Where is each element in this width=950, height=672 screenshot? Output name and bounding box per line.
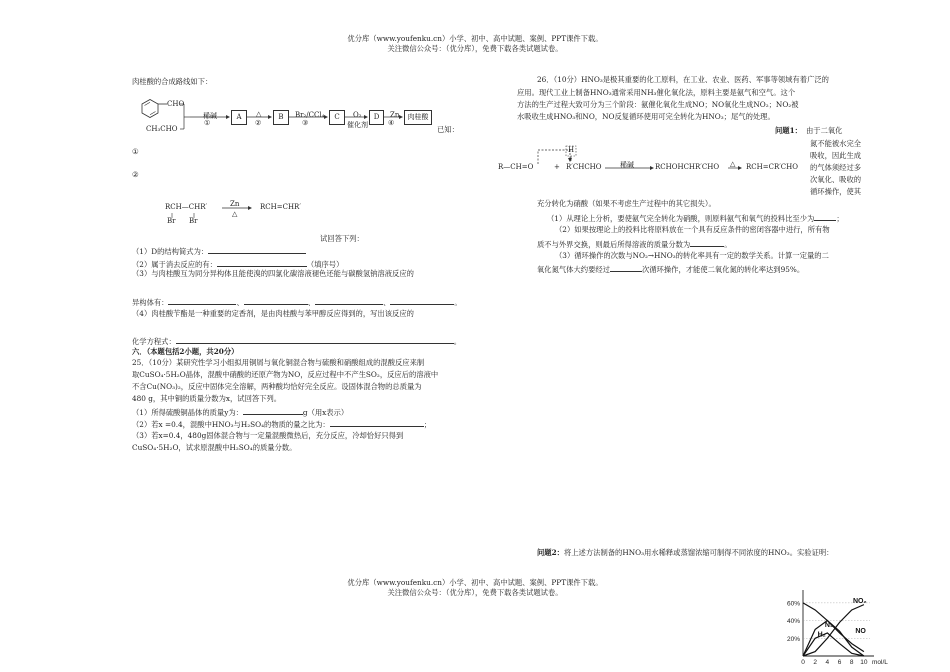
eq2-condition-bottom: △ [232, 210, 238, 218]
r-q3-tail: 次循环操作，才能使二氧化氮的转化率达到95%。 [641, 265, 805, 274]
problem-1-continued: 充分转化为硝酸（如果不考虑生产过程中的其它损失）。 [537, 199, 716, 208]
problem-1-line-6: 循环操作，使其 [810, 187, 862, 196]
arrow5-condition: Zn [390, 111, 400, 119]
box-a: A [231, 110, 247, 125]
problem-1-line-3: 吸收，因此生成 [810, 151, 862, 160]
footer-line-2: 关注微信公众号：（优分库），免费下载各类试题试卷。 [387, 588, 563, 597]
q4-continued: 化学方程式： 。 [132, 337, 462, 346]
q2-hint: （填序号） [306, 260, 344, 269]
p25-line-3: 不含Cu(NO₃)₂，反应中固体完全溶解，两种酸均恰好完全反应。设固体混合物的总质量为 [132, 382, 422, 391]
problem-1-label: 问题1： [775, 126, 802, 135]
series-label-1: NO [855, 627, 866, 635]
p25-line-4: 480 g，其中铜的质量分数为x，试回答下列。 [132, 394, 282, 403]
q3-cont-label: 异构体有： [132, 298, 169, 307]
aldol-hydrogen: H [568, 146, 575, 154]
aldol-reactant-1: R—CH=O [498, 163, 534, 171]
aldol-plus: + [554, 163, 560, 171]
x-tick-label: 2 [813, 659, 817, 666]
aldol-product-1: RCHOHCHR′CHO [655, 163, 720, 171]
problem-1-line-1: 由于二氧化 [806, 126, 843, 135]
r-q1-end: ； [836, 214, 844, 223]
x-axis-label: mol/L [872, 659, 888, 666]
box-d: D [369, 110, 384, 125]
arrow1-number: ① [204, 119, 211, 127]
eq2-product: RCH=CHR′ [260, 203, 301, 211]
known-label: 已知： [437, 125, 459, 134]
r-q3-label: 氧化氮气体大约要经过 [537, 265, 610, 274]
eq2-br-1: Br [167, 217, 176, 225]
arrow4-condition-bottom: 催化剂 [347, 121, 368, 129]
series-label-0: NO₂ [852, 597, 867, 605]
p26-line-1: 26．（10分）HNO₃是极其重要的化工原料，在工业、农业、医药、军事等领域有着广泛的 [537, 75, 829, 84]
problem-1-line-5: 次氧化、吸收的 [810, 175, 862, 184]
p25-q2-end: ； [423, 420, 431, 429]
y-tick-label: 40% [786, 618, 800, 626]
known-2-number: ② [132, 170, 139, 179]
q4-text: （4）肉桂酸苄酯是一种重要的定香剂，是由肉桂酸与苯甲醇反应得到的，写出该反应的 [132, 309, 414, 318]
known-1-number: ① [132, 147, 139, 156]
header-line-1: 优分库（www.youfenku.cn）小学、初中、高中试题、案例、PPT课件下载。 [347, 34, 603, 43]
p26-line-2: 应用。现代工业上制备HNO₃通常采用NH₃催化氧化法，原料主要是氨气和空气。这个 [517, 88, 796, 97]
series-label-3: H₂ [817, 631, 826, 639]
problem-1-line-2: 氮不能被水完全 [810, 139, 862, 148]
eq2-br-2: Br [189, 217, 198, 225]
problem-2-text: 将上述方法制备的HNO₃用水稀释或蒸馏浓缩可制得不同浓度的HNO₃。实验证明： [563, 548, 834, 557]
section-6-title: 六．（本题包括2小题，共20分） [132, 347, 239, 356]
p26-line-4: 水吸收生成HNO₃和NO，NO反复循环使用可完全转化为HNO₃；尾气的处理。 [517, 112, 775, 121]
box-cinnamic-acid: 肉桂酸 [404, 110, 432, 125]
r-q1-label: （1）从理论上分析，要使氨气完全转化为硝酸，则原料氨气和氧气的投料比至少为 [547, 214, 815, 223]
p25-line-2: 取CuSO₄·5H₂O晶体，混酸中硝酸的还原产物为NO，反应过程中不产生SO₂，反应后的溶液中 [132, 370, 439, 379]
footer-line-1: 优分库（www.youfenku.cn）小学、初中、高中试题、案例、PPT课件下载。 [347, 578, 603, 587]
synthesis-intro: 肉桂酸的合成路线如下： [132, 77, 213, 86]
y-tick-label: 60% [786, 600, 800, 608]
r-q2-line-1: （2）如果按理论上的投料比将原料放在一个具有反应条件的密闭容器中进行，所有物 [555, 225, 830, 234]
p26-line-3: 方法的生产过程大致可分为三个阶段：氨催化氧化生成NO；NO氧化生成NO₂；NO₂被 [517, 100, 799, 109]
arrow5-number: ④ [388, 119, 395, 127]
q3-text: （3）与肉桂酸互为同分异构体且能使溴的四氯化碳溶液褪色还能与碳酸氢钠溶液反应的 [132, 269, 414, 278]
aldol-product-2: RCH=CR′CHO [746, 163, 799, 171]
q4-cont-label: 化学方程式： [132, 337, 176, 346]
x-tick-label: 10 [860, 659, 868, 666]
cho-label: CHO [167, 100, 185, 108]
r-q2-label: 质不与外界交换，则最后所得溶液的质量分数为 [537, 240, 691, 249]
box-b: B [273, 110, 289, 125]
series-label-2: N₂ [824, 621, 834, 629]
answer-prompt: 试回答下列： [320, 234, 364, 243]
arrow2-condition: △ [256, 110, 262, 118]
arrow4-condition-top: O₂ [353, 111, 362, 119]
ch3cho-label: CH₃CHO [146, 125, 178, 133]
problem-1-line-4: 的气体须经过多 [810, 163, 862, 172]
arrow2-number: ② [255, 119, 262, 127]
arrow3-number: ③ [302, 119, 309, 127]
p25-q1-label: （1）所得硫酸铜晶体的质量y为： [132, 408, 243, 417]
q3-continued: 异构体有： 、 、 、 。 [132, 298, 462, 307]
eq2-condition-top: Zn [230, 200, 240, 208]
r-q2-end: 。 [724, 240, 732, 249]
p25-q3-line-1: （3）若x=0.4，480g固体混合物与一定量混酸微热后，充分反应，冷却恰好只得到 [132, 431, 404, 440]
p25-q2-label: （2）若x =0.4，混酸中HNO₃与H₂SO₄的物质的量之比为： [132, 420, 330, 429]
arrow3-condition: Br₂/CCl₄ [295, 111, 325, 119]
x-tick-label: 6 [837, 659, 842, 666]
r-q3-line-1: （3）循环操作的次数与NO₂→HNO₃的转化率具有一定的数学关系。计算一定量的二 [555, 251, 829, 260]
problem-2-label: 问题2： [537, 548, 564, 557]
arrow1-condition: 稀碱 [203, 112, 217, 120]
eq2-reactant: RCH—CHR′ [165, 203, 208, 211]
aldol-condition-2: △ [730, 160, 736, 168]
q1-label: （1）D的结构简式为： [132, 247, 209, 256]
x-tick-label: 4 [825, 659, 830, 666]
aldol-condition-1: 稀碱 [620, 161, 634, 169]
p25-q1-hint: g（用x表示） [302, 408, 349, 417]
aldol-reactant-2: R′CHCHO [566, 163, 602, 171]
q2-label: （2）属于消去反应的有： [132, 260, 217, 269]
x-tick-label: 0 [801, 659, 805, 666]
p25-q3-line-2: CuSO₄·5H₂O，试求原混酸中H₂SO₄的质量分数。 [132, 443, 297, 452]
header-line-2: 关注微信公众号：（优分库），免费下载各类试题试卷。 [387, 44, 563, 53]
box-c: C [329, 110, 345, 125]
y-tick-label: 20% [786, 635, 800, 643]
p25-line-1: 25．（10分）某研究性学习小组拟用铜屑与氧化铜混合物与硫酸和硝酸组成的混酸反应来制 [132, 358, 425, 367]
x-tick-label: 8 [849, 659, 854, 666]
